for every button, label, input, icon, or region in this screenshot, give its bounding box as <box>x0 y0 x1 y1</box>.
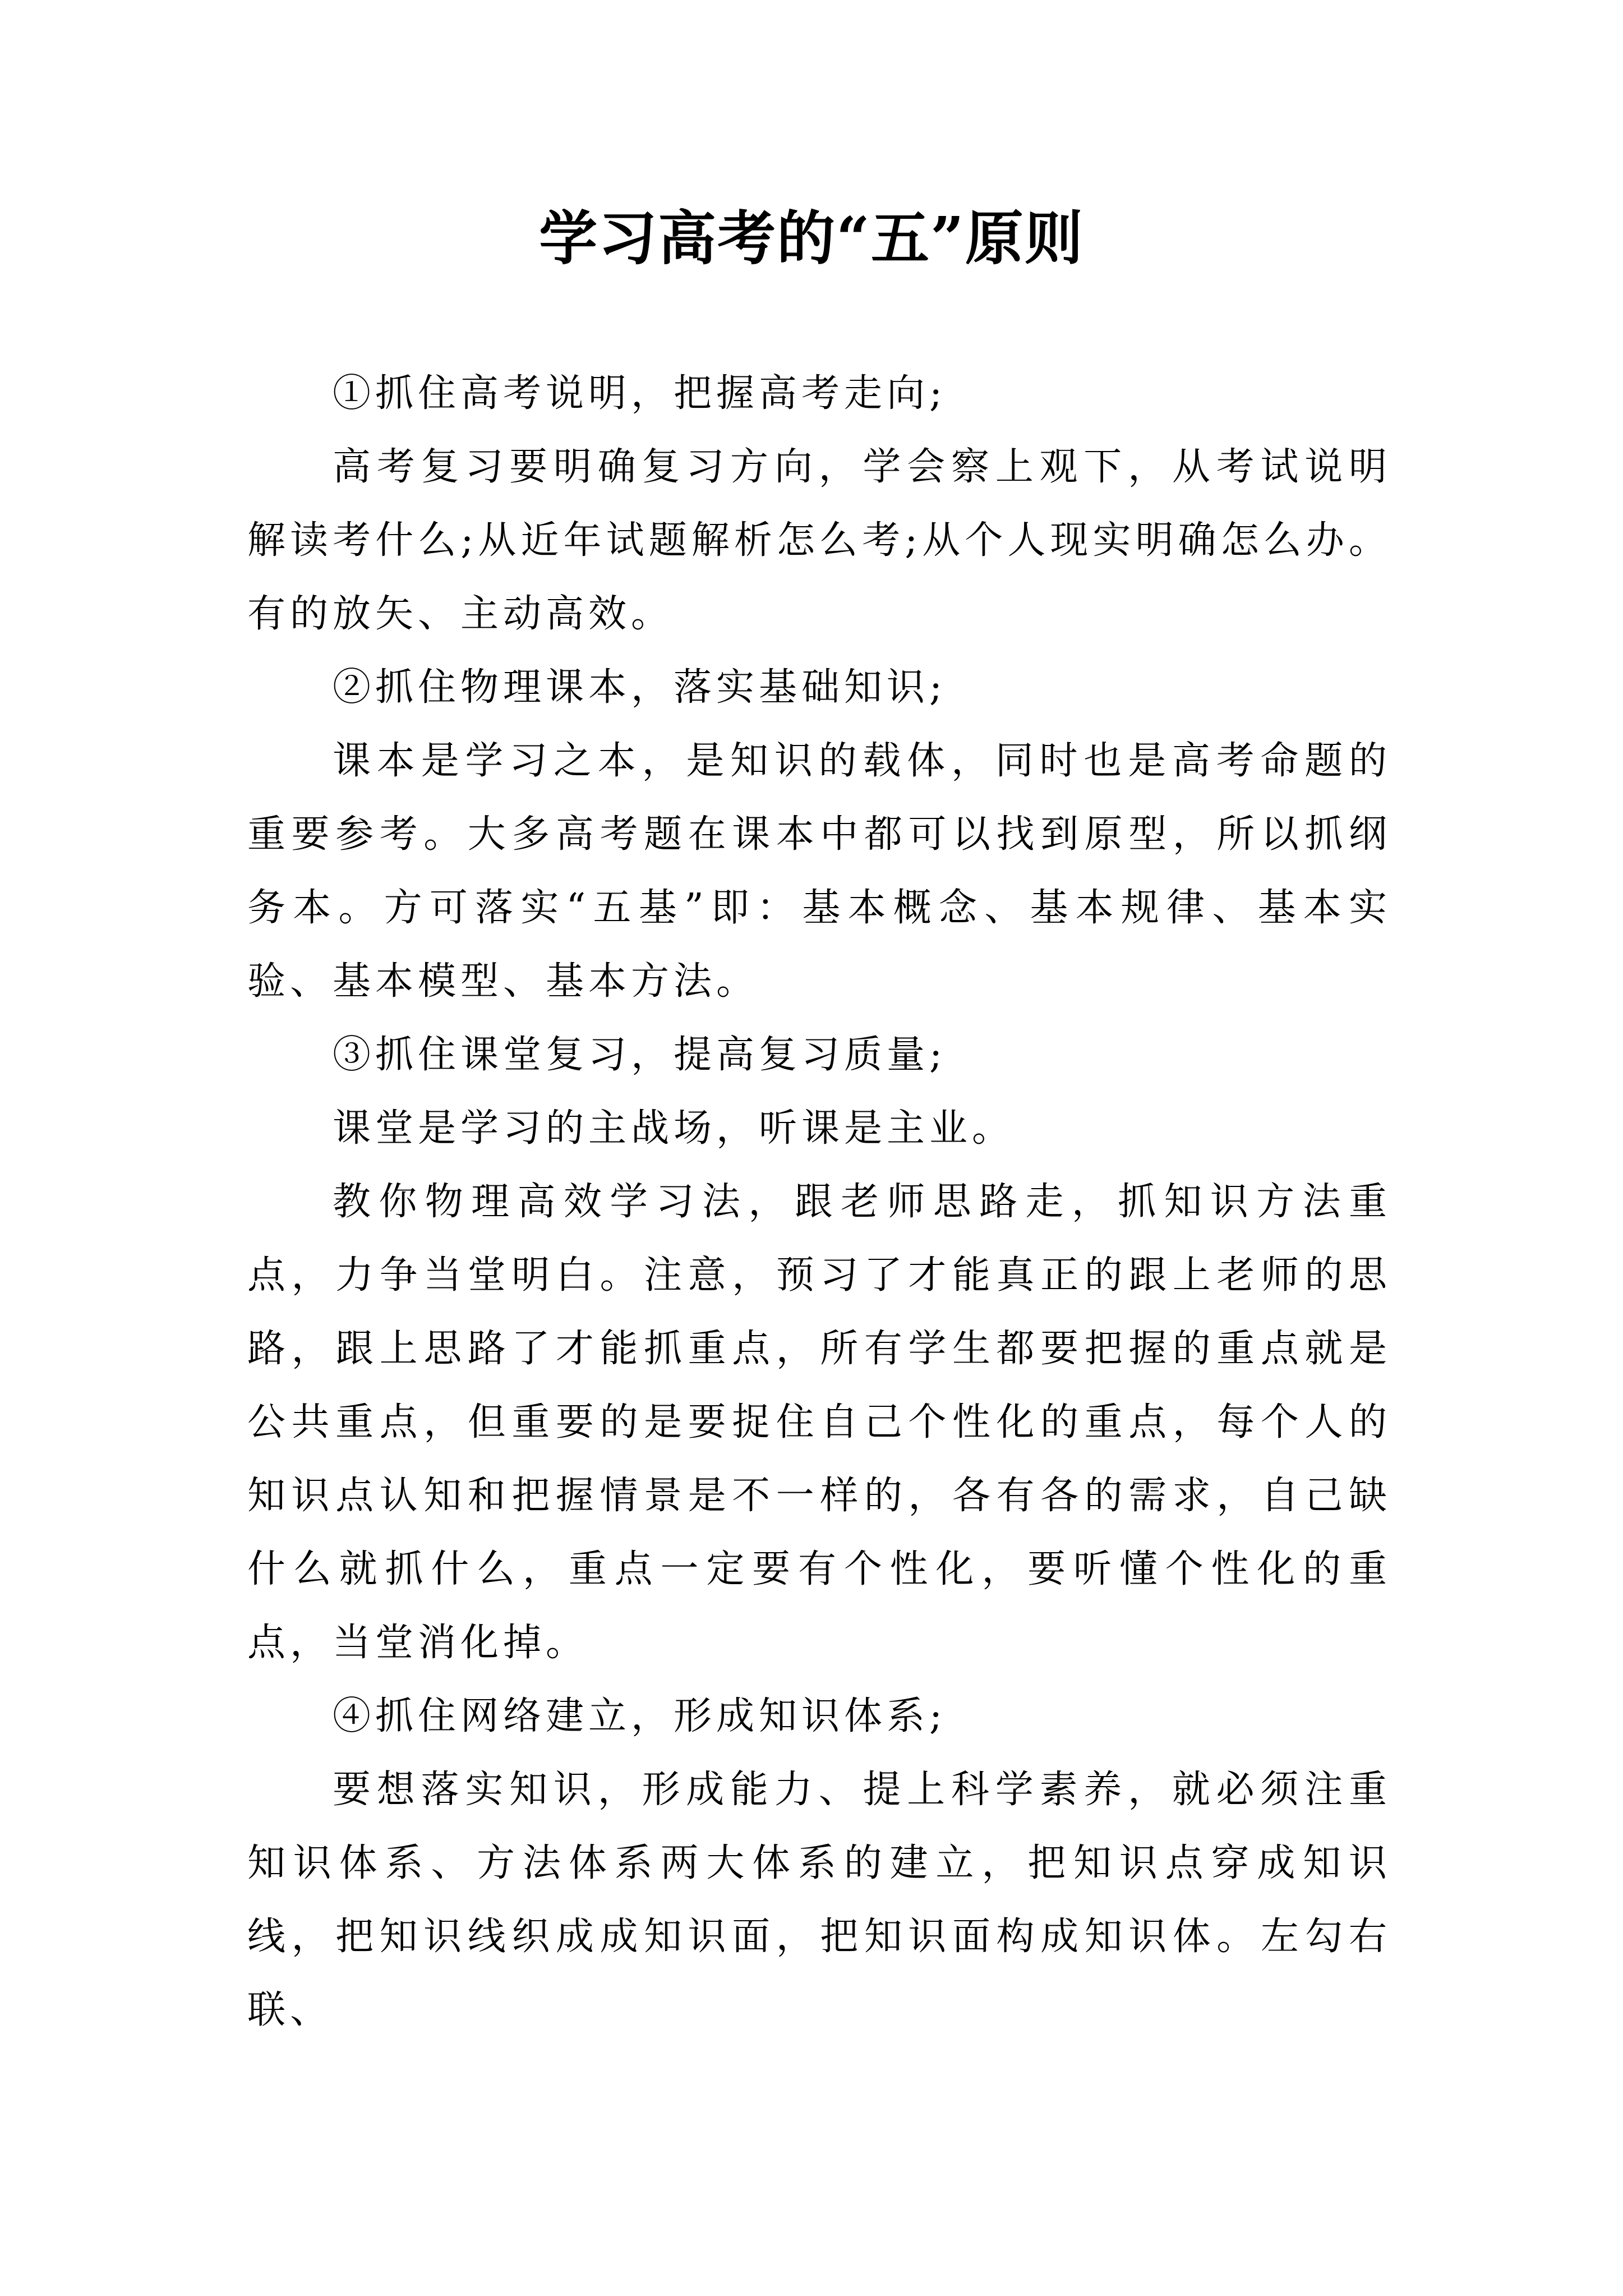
paragraph: 课堂是学习的主战场，听课是主业。 <box>333 1106 1015 1151</box>
document-title: 学习高考的“五”原则 <box>539 204 1084 273</box>
paragraph: ②抓住物理课本，落实基础知识; <box>333 665 947 710</box>
paragraph: 高考复习要明确复习方向，学会察上观下，从考试说明解读考什么;从近年试题解析怎么考;从个人现实明确怎么办。有的放矢、主动高效。 <box>247 445 1391 636</box>
paragraph: 教你物理高效学习法，跟老师思路走，抓知识方法重点，力争当堂明白。注意，预习了才能真正的跟上老师的思路，跟上思路了才能抓重点，所有学生都要把握的重点就是公共重点，但重要的是要捉住自己个性化的重点，每个人的知识点认知和把握情景是不一样的，各有各的需求，自己缺什么就抓什么，重点一定要有个性化，要听懂个性化的重点，当堂消化掉。 <box>247 1180 1391 1665</box>
paragraph: ①抓住高考说明，把握高考走向; <box>333 371 947 416</box>
document-body <box>247 357 1391 2047</box>
paragraph: 课本是学习之本，是知识的载体，同时也是高考命题的重要参考。大多高考题在课本中都可以找到原型，所以抓纲务本。方可落实“五基”即：基本概念、基本规律、基本实验、基本模型、基本方法。 <box>247 739 1391 1004</box>
paragraph: ③抓住课堂复习，提高复习质量; <box>333 1033 947 1077</box>
paragraph: ④抓住网络建立，形成知识体系; <box>333 1694 947 1738</box>
paragraph: 要想落实知识，形成能力、提上科学素养，就必须注重知识体系、方法体系两大体系的建立，把知识点穿成知识线，把知识线织成成知识面，把知识面构成知识体。左勾右联、 <box>247 1768 1391 2032</box>
